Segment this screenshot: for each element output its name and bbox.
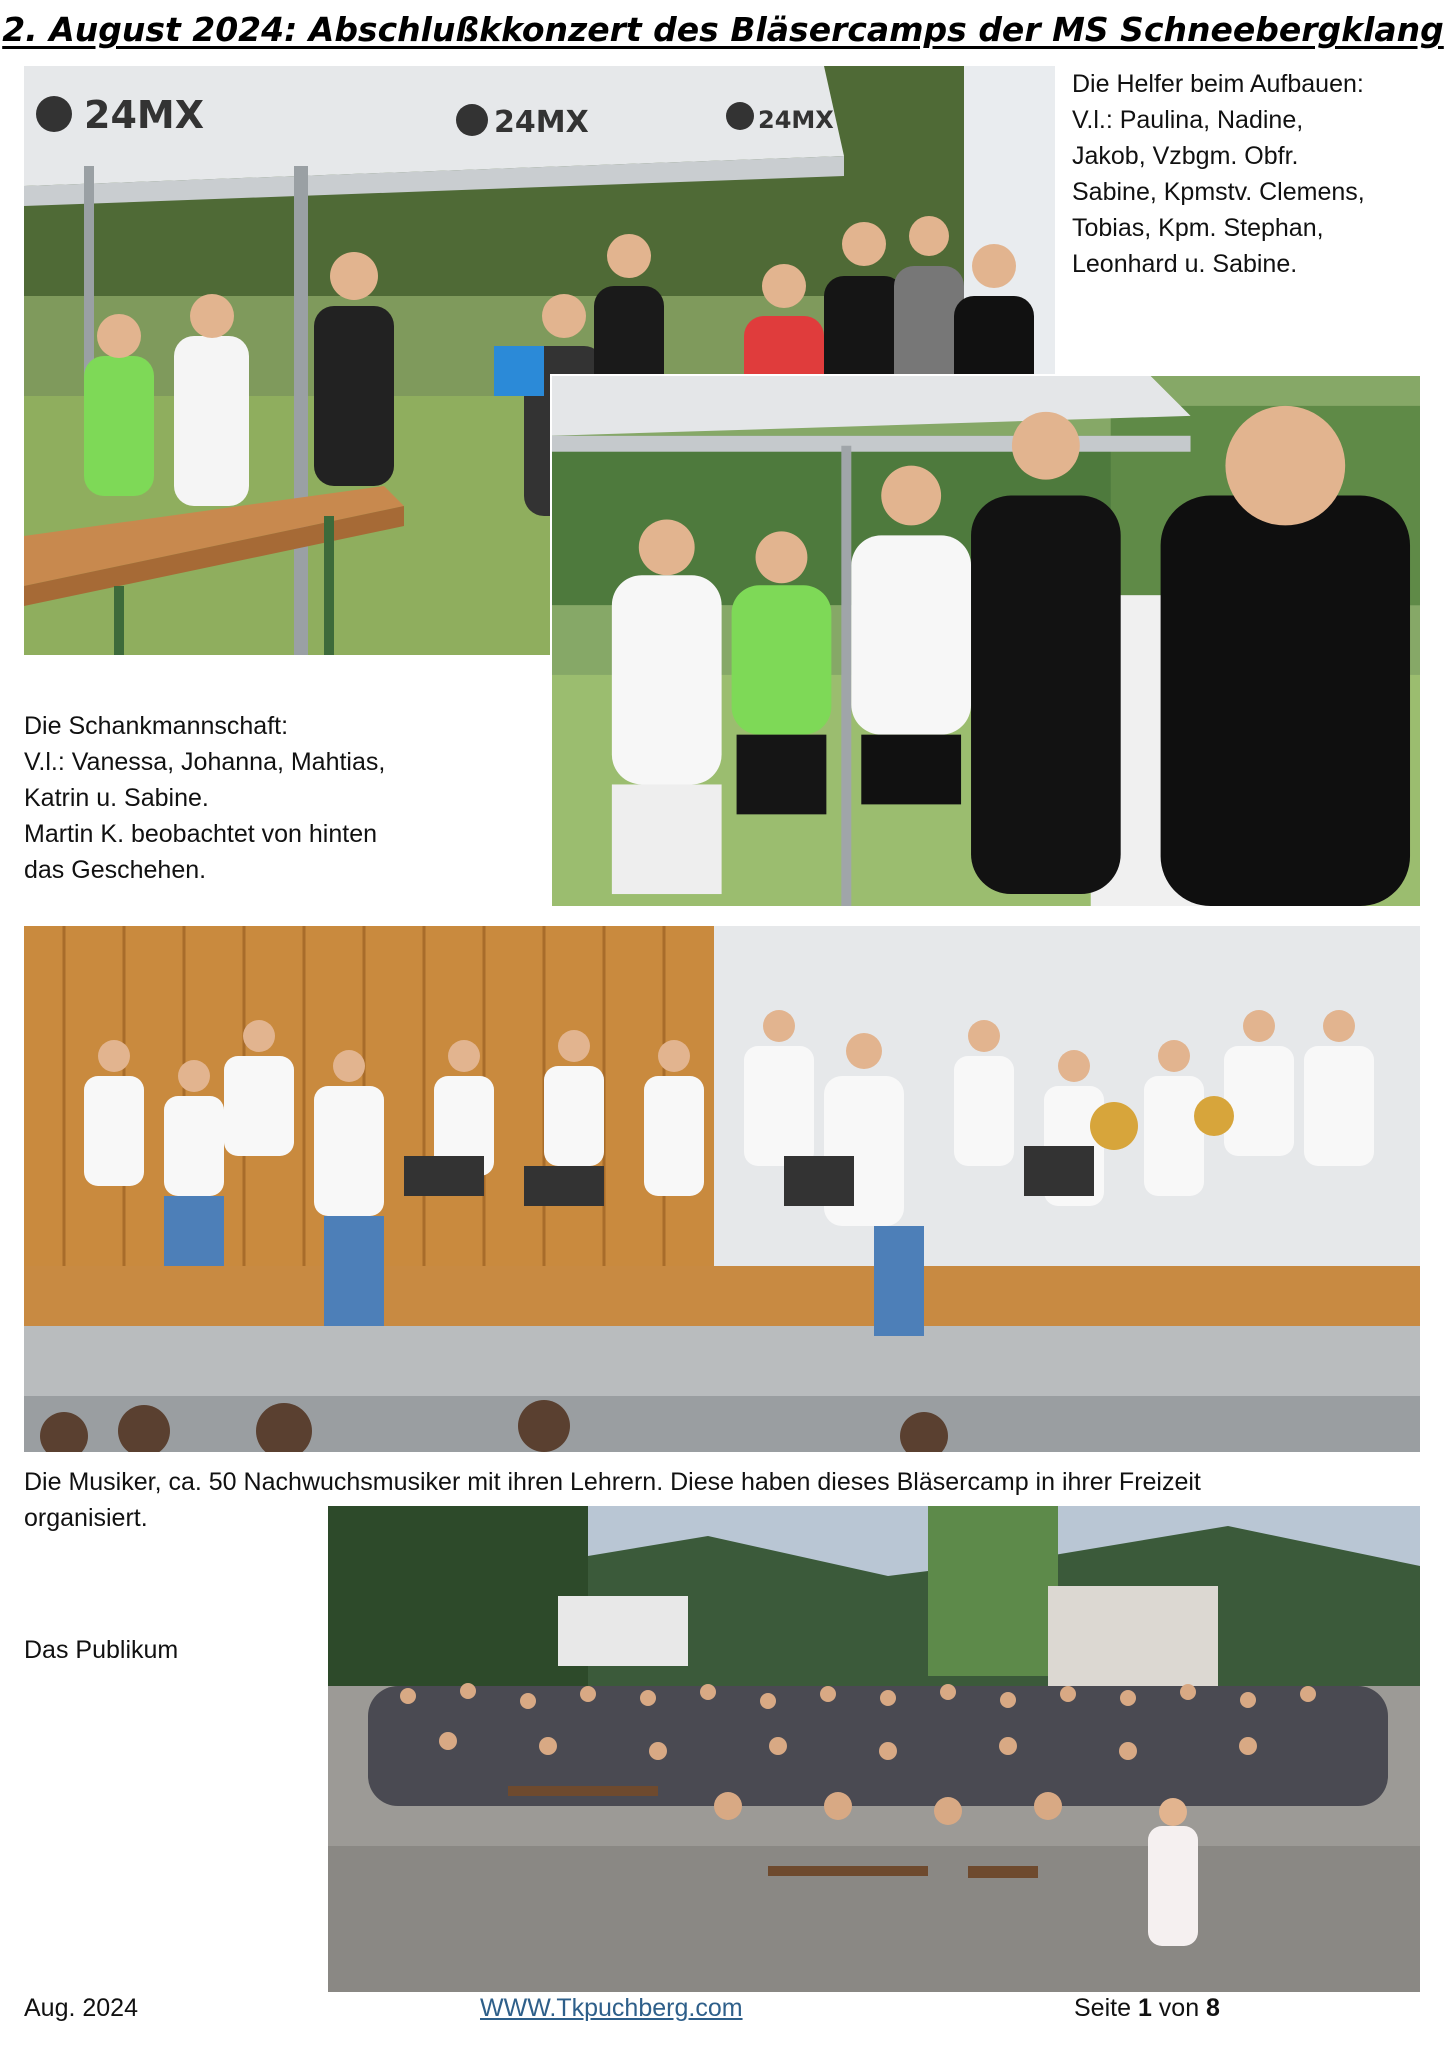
caption-schankmannschaft [24, 708, 544, 888]
photo-publikum [328, 1506, 1420, 1992]
photo-schankmannschaft [550, 374, 1420, 906]
caption-line: Jakob, Vzbgm. Obfr. [1072, 142, 1299, 170]
caption-line: V.l.: Paulina, Nadine, [1072, 106, 1304, 134]
caption-line: V.l.: Vanessa, Johanna, Mahtias, [24, 748, 386, 776]
page-title: 2. August 2024: Abschlußkkonzert des Bläsercamps der MS Schneebergklang [2, 10, 1444, 49]
page-current: 1 [1137, 1994, 1152, 2022]
caption-line: organisiert. [24, 1504, 148, 1532]
photo-musiker [24, 926, 1420, 1452]
tent-logo-text: 24MX [84, 93, 204, 137]
page-middle: von [1151, 1994, 1207, 2022]
caption-line: Martin K. beobachtet von hinten [24, 820, 378, 848]
caption-helfer [1072, 66, 1432, 282]
caption-line: das Geschehen. [24, 856, 207, 884]
page-prefix: Seite [1074, 1994, 1138, 2022]
tent-logo-text: 24MX [494, 105, 589, 140]
caption-line: Die Musiker, ca. 50 Nachwuchsmusiker mit ihren Lehrern. Diese haben dieses Bläsercamp in ihrer Freizeit [24, 1468, 1201, 1496]
caption-line: Tobias, Kpm. Stephan, [1072, 214, 1324, 242]
caption-line: Die Schankmannschaft: [24, 712, 289, 740]
caption-line: Katrin u. Sabine. [24, 784, 209, 812]
caption-publikum: Das Publikum [24, 1636, 179, 1664]
caption-line: Leonhard u. Sabine. [1072, 250, 1298, 278]
footer-website-link[interactable]: WWW.Tkpuchberg.com [480, 1994, 743, 2022]
footer-page-number [1074, 1994, 1220, 2023]
page-total: 8 [1206, 1994, 1220, 2022]
footer-date: Aug. 2024 [24, 1994, 138, 2022]
caption-line: Sabine, Kpmstv. Clemens, [1072, 178, 1365, 206]
tent-logo-text: 24MX [758, 106, 834, 134]
caption-line: Die Helfer beim Aufbauen: [1072, 70, 1364, 98]
